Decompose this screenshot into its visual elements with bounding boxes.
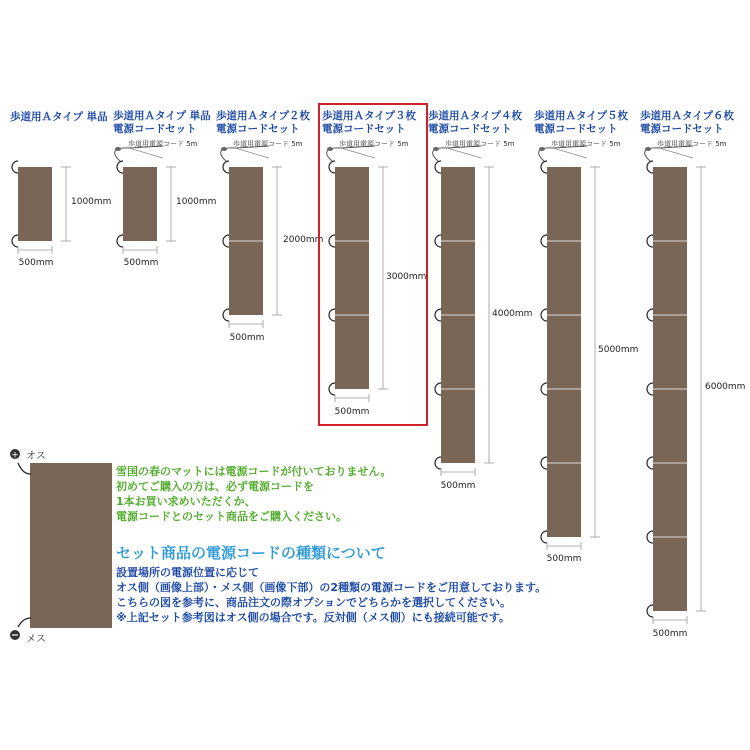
height-label-5: 4000mm xyxy=(492,309,533,319)
product-title-1: 歩道用Ａタイプ 単品 xyxy=(10,111,108,123)
product-title-2: 歩道用Ａタイプ 単品 電源コードセット xyxy=(113,110,211,135)
power-cord xyxy=(659,148,693,158)
connector-hook xyxy=(647,309,653,321)
width-label-4: 500mm xyxy=(334,407,370,417)
connector-hook xyxy=(435,235,441,247)
cord-label-2: 歩道用電源コード 5m xyxy=(128,140,198,148)
height-label-7: 6000mm xyxy=(705,382,746,392)
connector-hook xyxy=(223,309,229,321)
connector-hook xyxy=(435,457,441,469)
connector-hook xyxy=(12,161,18,173)
mat-1 xyxy=(18,167,52,241)
connector-hook xyxy=(541,457,547,469)
height-label-3: 2000mm xyxy=(283,235,324,245)
width-label-2: 500mm xyxy=(123,258,159,268)
connector-hook xyxy=(117,235,123,247)
connector-hook xyxy=(647,531,653,543)
power-cord xyxy=(129,148,163,158)
cord-plug xyxy=(221,147,227,151)
connector-hook xyxy=(12,235,18,247)
cord-label-7: 歩道用電源コード 5m xyxy=(657,140,727,148)
connector-hook xyxy=(541,161,547,173)
notice-text: 雪国の春のマットには電源コードが付いておりません。 初めてご購入の方は、必ず電源コードを 1本お買い求めいただくか、 電源コードとのセット商品をご購入ください。 xyxy=(116,465,392,523)
connector-hook xyxy=(223,161,229,173)
height-label-1: 1000mm xyxy=(71,197,112,207)
connector-hook xyxy=(647,383,653,395)
cord-label-3: 歩道用電源コード 5m xyxy=(233,140,303,148)
cord-types-heading: セット商品の電源コードの種類について xyxy=(116,544,386,562)
height-label-4: 3000mm xyxy=(386,272,427,282)
cord-types-text: 設置場所の電源位置に応じて オス側（画像上部）・メス側（画像下部）の2種類の電源コードをご用意しております。 こちらの図を参考に、商品注文の際オプションでどちらかを選択してください。 ※上記セット参考図はオス側の場合です。反対側（メス側）にも接続可能です。 xyxy=(116,566,547,624)
connector-hook xyxy=(647,235,653,247)
power-cord xyxy=(447,148,481,158)
product-title-3: 歩道用Ａタイプ２枚 電源コードセット xyxy=(216,110,310,135)
cord-label-4: 歩道用電源コード 5m xyxy=(339,140,409,148)
male-cord xyxy=(18,463,31,474)
power-cord xyxy=(235,148,269,158)
product-title-6: 歩道用Ａタイプ５枚 電源コードセット xyxy=(534,110,628,135)
cord-plug xyxy=(645,147,651,151)
connector-hook xyxy=(647,161,653,173)
connector-hook xyxy=(223,235,229,247)
product-title-7: 歩道用Ａタイプ６枚 電源コードセット xyxy=(640,110,734,135)
width-label-6: 500mm xyxy=(546,554,582,564)
connector-hook xyxy=(647,457,653,469)
connector-hook xyxy=(435,383,441,395)
connector-hook xyxy=(541,235,547,247)
cord-label-5: 歩道用電源コード 5m xyxy=(445,140,515,148)
legend-mat xyxy=(30,463,112,628)
height-label-6: 5000mm xyxy=(598,345,639,355)
cord-plug xyxy=(115,147,121,151)
height-label-2: 1000mm xyxy=(176,197,217,207)
width-label-5: 500mm xyxy=(440,481,476,491)
connector-hook xyxy=(541,383,547,395)
mat-2 xyxy=(123,167,157,241)
connector-hook xyxy=(541,309,547,321)
cord-plug xyxy=(433,147,439,151)
female-label: メス xyxy=(26,634,46,645)
width-label-7: 500mm xyxy=(652,629,688,639)
connector-hook xyxy=(647,605,653,617)
power-cord xyxy=(553,148,587,158)
width-label-3: 500mm xyxy=(229,333,265,343)
width-label-1: 500mm xyxy=(18,258,54,268)
connector-hook xyxy=(435,161,441,173)
female-cord xyxy=(18,618,31,627)
highlight-box xyxy=(318,103,428,426)
connector-hook xyxy=(117,161,123,173)
mat-6 xyxy=(547,167,581,537)
plus-sign: + xyxy=(11,450,19,461)
connector-hook xyxy=(541,531,547,543)
cord-plug xyxy=(539,147,545,151)
product-title-5: 歩道用Ａタイプ４枚 電源コードセット xyxy=(428,110,522,135)
male-label: オス xyxy=(26,451,46,462)
connector-hook xyxy=(435,309,441,321)
product-title-4: 歩道用Ａタイプ３枚 電源コードセット xyxy=(322,110,416,135)
cord-label-6: 歩道用電源コード 5m xyxy=(551,140,621,148)
